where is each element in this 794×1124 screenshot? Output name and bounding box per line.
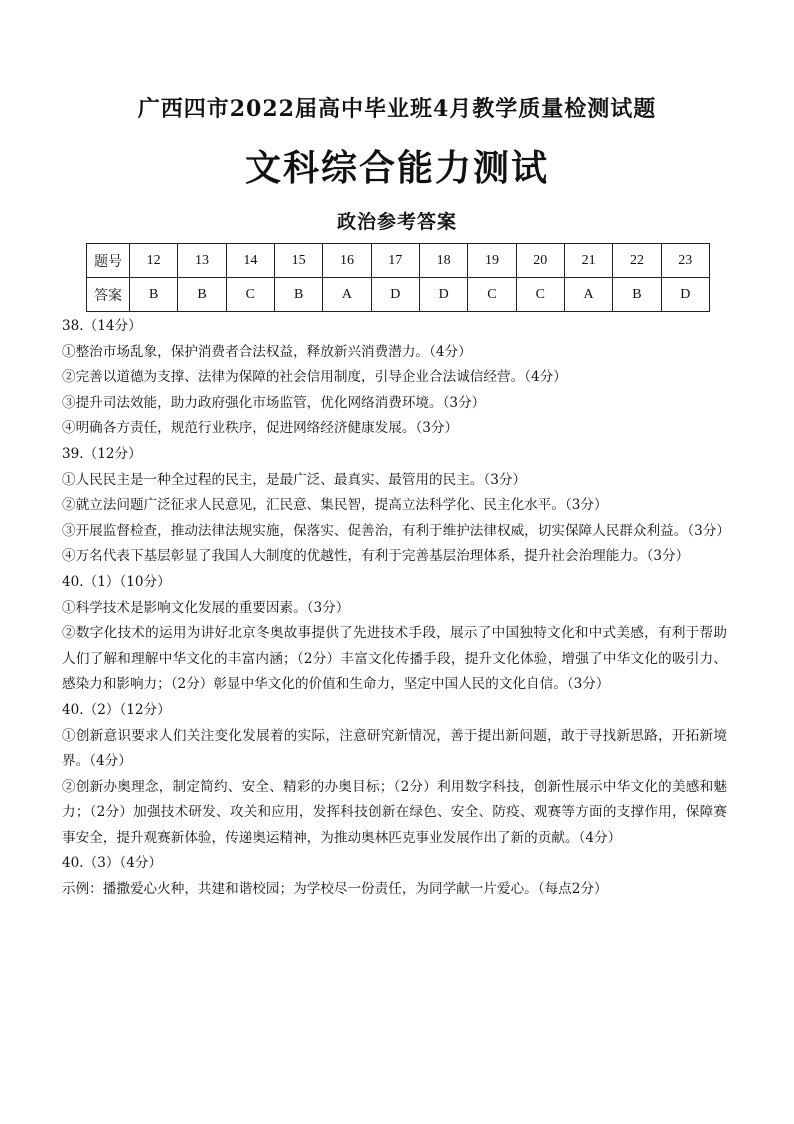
answer-point: ②就立法问题广泛征求人民意见，汇民意、集民智，提高立法科学化、民主化水平。（3分）: [62, 497, 608, 514]
exam-title: 广西四市2022届高中毕业班4月教学质量检测试题: [137, 96, 657, 122]
answer-cell: B: [613, 278, 661, 312]
question-heading: 40.（1）（10分）: [62, 573, 171, 590]
answer-point: ③开展监督检查，推动法律法规实施，保落实、促善治，有利于维护法律权威，切实保障人民群众利益。（3分）: [62, 522, 730, 539]
question-40-3: [62, 851, 727, 902]
answer-cell: C: [516, 278, 564, 312]
question-number: 21: [564, 244, 612, 278]
answer-point: ①创新意识要求人们关注变化发展着的实际，注意研究新情况，善于提出新问题，敢于寻找新思路，开拓新境界。（4分）: [62, 727, 727, 770]
question-heading: 40.（2）（12分）: [62, 701, 171, 718]
answer-table: [86, 243, 710, 312]
answer-cell: B: [178, 278, 226, 312]
question-number: 16: [323, 244, 371, 278]
question-number: 14: [226, 244, 274, 278]
answer-point: ②数字化技术的运用为讲好北京冬奥故事提供了先进技术手段，展示了中国独特文化和中式美感，有利于帮助人们了解和理解中华文化的丰富内涵；（2分）丰富文化传播手段，提升文化体验，增强了中华文化的吸引力、感染力和影响力；（2分）彰显中华文化的价值和生命力，坚定中国人民的文化自信。（3分）: [62, 625, 727, 693]
question-heading: 40.（3）（4分）: [62, 855, 163, 872]
question-number: 19: [468, 244, 516, 278]
answer-body: [62, 314, 730, 903]
answer-point: ①科学技术是影响文化发展的重要因素。（3分）: [62, 599, 350, 616]
question-40-2: [62, 698, 727, 852]
question-number: 22: [613, 244, 661, 278]
row-label-answer: 答案: [87, 278, 130, 312]
question-38: [62, 314, 727, 442]
answer-cell: A: [564, 278, 612, 312]
row-label-number: 题号: [87, 244, 130, 278]
answer-point: ②创新办奥理念，制定简约、安全、精彩的办奥目标；（2分）利用数字科技，创新性展示中华文化的美感和魅力；（2分）加强技术研发、攻关和应用，发挥科技创新在绿色、安全、防疫、观赛等方面的支撑作用，保障赛事安全，提升观赛新体验，传递奥运精神，为推动奥林匹克事业发展作出了新的贡献。（4分）: [62, 778, 727, 846]
answer-cell: C: [226, 278, 274, 312]
question-number: 15: [274, 244, 322, 278]
answer-point: ③提升司法效能，助力政府强化市场监管，优化网络消费环境。（3分）: [62, 394, 486, 411]
answer-point: ②完善以道德为支撑、法律为保障的社会信用制度，引导企业合法诚信经营。（4分）: [62, 369, 567, 386]
answer-point: ④万名代表下基层彰显了我国人大制度的优越性，有利于完善基层治理体系，提升社会治理能力。（3分）: [62, 548, 690, 565]
question-heading: 38.（14分）: [62, 318, 142, 334]
question-39: [62, 442, 730, 570]
question-number: 17: [371, 244, 419, 278]
question-number: 12: [130, 244, 178, 278]
question-number: 23: [661, 244, 709, 278]
section-title: 政治参考答案: [336, 211, 457, 233]
question-number: 13: [178, 244, 226, 278]
answer-cell: D: [371, 278, 419, 312]
answer-table-number-row: [87, 244, 710, 278]
answer-cell: D: [419, 278, 467, 312]
answer-table-answer-row: [87, 278, 710, 312]
question-number: 18: [419, 244, 467, 278]
answer-point: ①人民民主是一种全过程的民主，是最广泛、最真实、最管用的民主。（3分）: [62, 471, 527, 488]
answer-cell: B: [130, 278, 178, 312]
answer-cell: C: [468, 278, 516, 312]
question-heading: 39.（12分）: [62, 445, 142, 462]
subject-title: 文科综合能力测试: [244, 147, 549, 189]
question-40-1: [62, 570, 727, 698]
answer-cell: D: [661, 278, 709, 312]
answer-point: 示例：播撒爱心火种，共建和谐校园；为学校尽一份责任，为同学献一片爱心。（每点2分）: [62, 881, 608, 898]
question-number: 20: [516, 244, 564, 278]
answer-point: ①整治市场乱象，保护消费者合法权益，释放新兴消费潜力。（4分）: [62, 343, 472, 360]
answer-cell: B: [274, 278, 322, 312]
answer-point: ④明确各方责任，规范行业秩序，促进网络经济健康发展。（3分）: [62, 420, 459, 437]
answer-cell: A: [323, 278, 371, 312]
